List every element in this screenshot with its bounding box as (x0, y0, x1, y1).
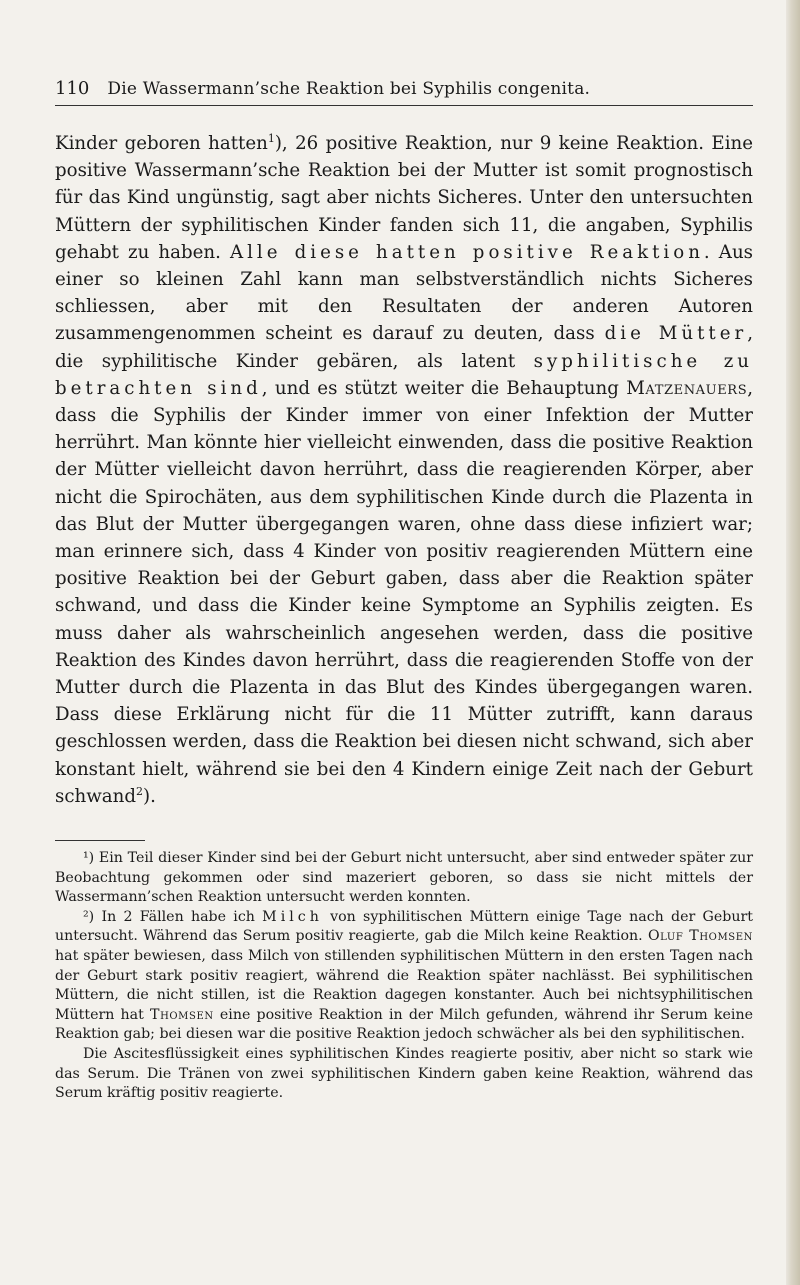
footnote-1: ¹) Ein Teil dieser Kinder sind bei der Geburt nicht untersucht, aber sind entweder später zur Beobachtung gekommen oder sind mazeriert geboren, so dass sie nicht mittels der Wassermann’schen Reaktion untersucht werden konnten. (55, 850, 753, 906)
footnote-2 (55, 908, 753, 1045)
text-run: eine positive Reaktion in der Milch gefunden, während ihr Serum keine Reaktion gab; bei diesen war die positive Reaktion jedoch schwächer als bei den syphilitischen. (55, 1006, 753, 1043)
text-run: ). (143, 785, 156, 807)
page-edge (786, 0, 800, 1285)
emphasis-spaced: Alle diese hatten positive Reaktion (229, 241, 704, 263)
author-name: Oluf Thomsen (647, 928, 753, 945)
running-title: Die Wassermann’sche Reaktion bei Syphilis congenita. (107, 79, 591, 99)
footnote-3: Die Ascitesflüssigkeit eines syphilitischen Kindes reagierte positiv, aber nicht so stark wie das Serum. Die Tränen von zwei syphilitischen Kindern gaben keine Reaktion, während das Serum kräftig positiv reagierte. (55, 1046, 753, 1102)
footnote-divider (55, 840, 145, 841)
emphasis-spaced: Milch (262, 908, 323, 925)
page-number: 110 (55, 78, 90, 99)
text-run: , die syphilitische Kinder gebären, als latent (55, 323, 753, 372)
author-name: Thomsen (150, 1006, 214, 1023)
text-run: von syphilitischen Müttern einige Tage nach der Geburt untersucht. Während das Serum positiv reagierte, gab die Milch keine Reaktion. (55, 908, 753, 945)
text-run: , und es stützt weiter die Behauptung (261, 377, 627, 399)
emphasis-spaced: syphilitische zu betrachten sind (55, 350, 753, 399)
running-header (55, 78, 753, 106)
text-run: ), 26 positive Reaktion, nur 9 keine Reaktion. Eine positive Wassermann’sche Reaktion bei der Mutter ist somit prognostisch für das Kind ungünstig, sagt aber nichts Sicheres. Unter den untersuchten Müttern der syphilitischen Kinder fanden sich 11, die angaben, Syphilis gehabt zu haben. (55, 133, 753, 263)
footnote-ref-1: 1 (267, 131, 275, 145)
emphasis-spaced: die Mütter (604, 323, 748, 345)
text-run: . Aus einer so kleinen Zahl kann man selbstverständlich nichts Sicheres schliessen, aber mit den Resultaten der anderen Autoren zusammengenommen scheint es darauf zu deuten, dass (55, 241, 753, 345)
author-name: Matzenauers (626, 377, 748, 399)
footnote-ref-2: 2 (136, 784, 144, 798)
text-run: ²) In 2 Fällen habe ich (83, 908, 263, 925)
body-paragraph (55, 130, 753, 810)
text-run: Kinder geboren hatten (55, 133, 268, 154)
text-run: , dass die Syphilis der Kinder immer von einer Infektion der Mutter herrührt. Man könnte hier vielleicht einwenden, dass die positive Reaktion der Mütter vielleicht davon herrührt, dass die reagierenden Körper, aber nicht die Spirochäten, aus dem syphilitischen Kinde durch die Plazenta in das Blut der Mutter übergegangen waren, ohne dass diese infiziert war; man erinnere sich, dass 4 Kinder von positiv reagierenden Müttern eine positive Reaktion bei der Geburt gaben, dass aber die Reaktion später schwand, und dass die Kinder keine Symptome an Syphilis zeigten. Es muss daher als wahrscheinlich angesehen werden, dass die positive Reaktion des Kindes davon herrührt, dass die reagierenden Stoffe von der Mutter durch die Plazenta in das Blut des Kindes übergegangen waren. Dass diese Erklärung nicht für die 11 Mütter zutrifft, kann daraus geschlossen werden, dass die Reaktion bei diesen nicht schwand, sich aber konstant hielt, während sie bei den 4 Kindern einige Zeit nach der Geburt schwand (55, 377, 753, 807)
text-run: hat später bewiesen, dass Milch von stillenden syphilitischen Müttern in den ersten Tagen nach der Geburt stark positiv reagiert, während die Reaktion später nachlässt. Bei syphilitischen Müttern, die nicht stillen, ist die Reaktion dagegen konstanter. Auch bei nichtsyphilitischen Müttern hat (55, 948, 753, 1023)
book-page (55, 78, 753, 1104)
main-text (55, 130, 753, 1104)
